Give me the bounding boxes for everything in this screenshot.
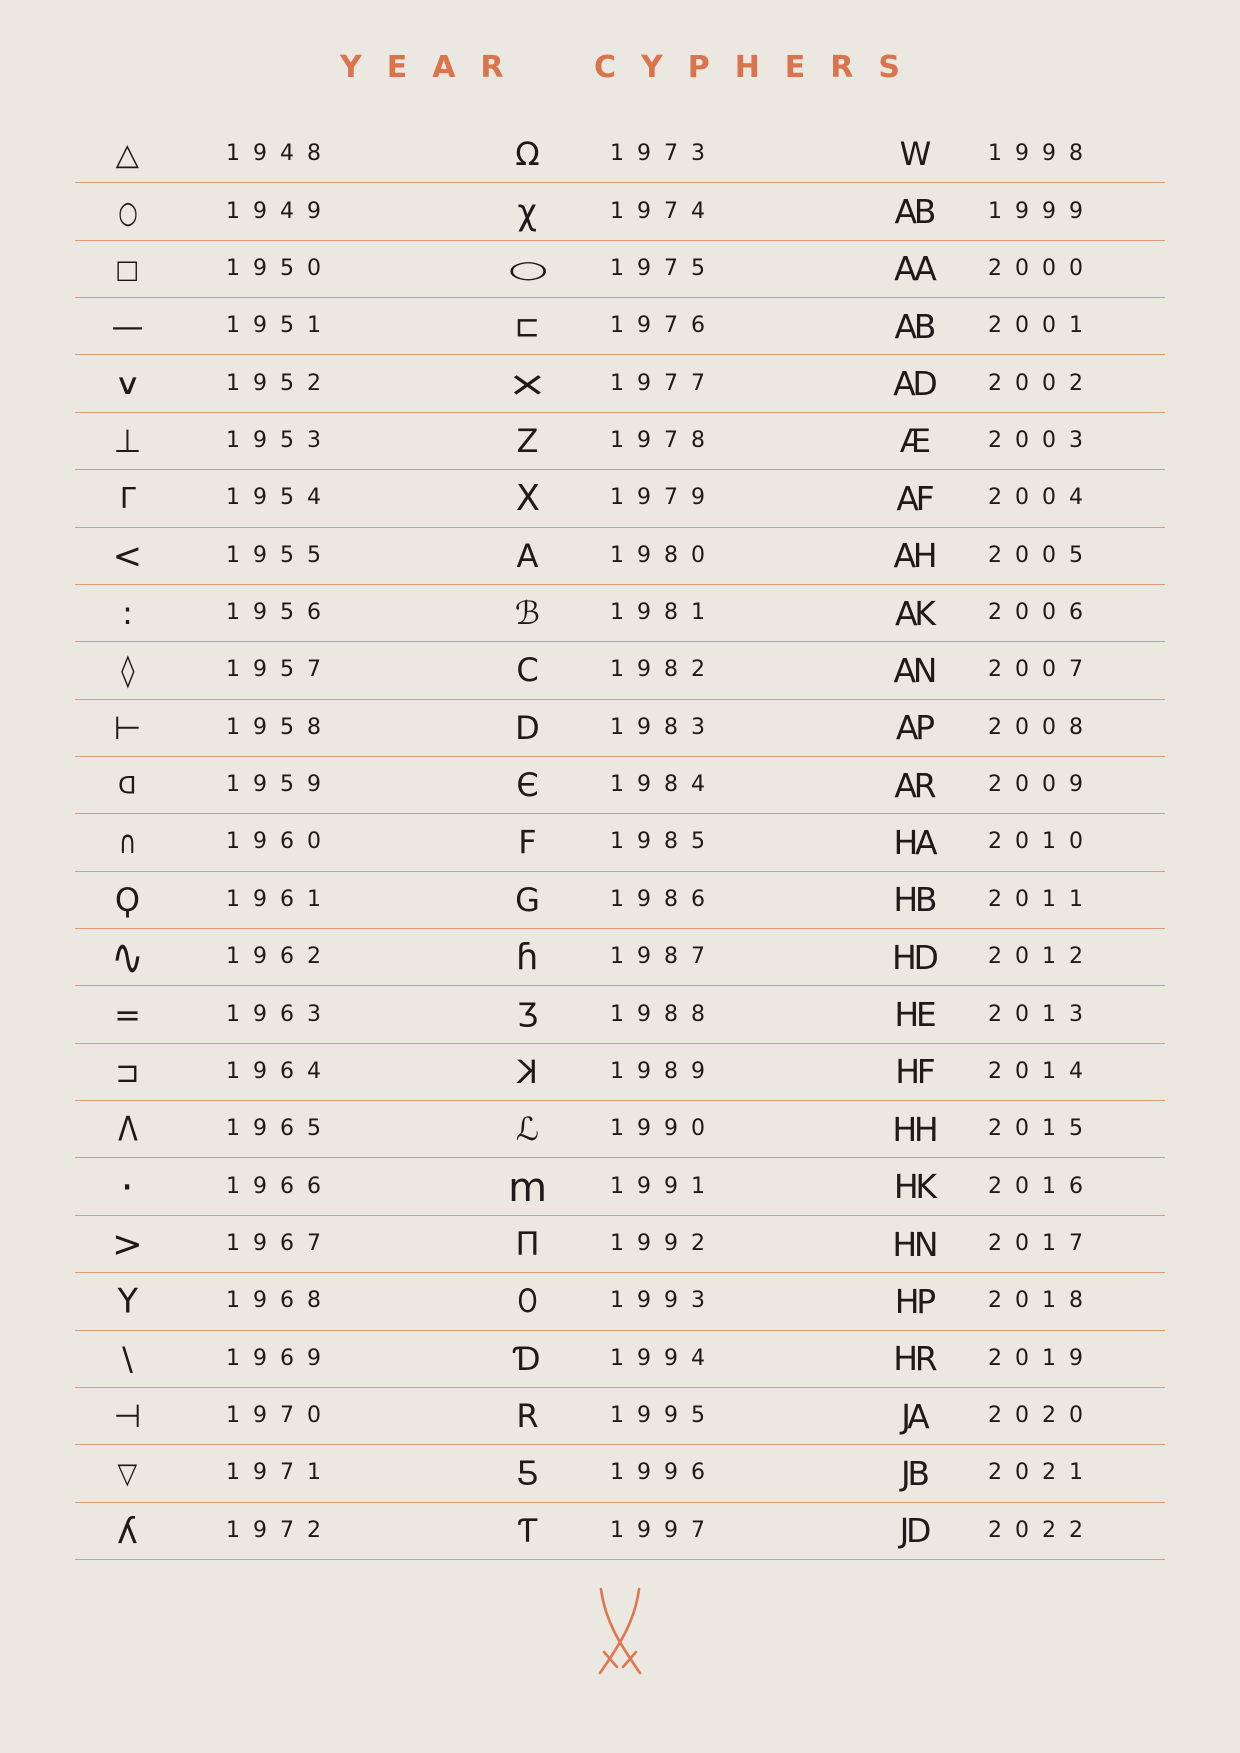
cypher-year-label: 1980: [610, 542, 718, 568]
cypher-year-label: 1996: [610, 1460, 718, 1486]
cypher-1995-letter-r-icon: R: [516, 1397, 539, 1436]
cypher-1961-circle-with-stem-icon: Ϙ: [114, 880, 141, 919]
cypher-2003-monogram-ae-icon: Æ: [899, 421, 932, 460]
table-row: [75, 1273, 1165, 1330]
cypher-1953-perpendicular-icon: ⊥: [113, 421, 142, 460]
cypher-year-label: 1962: [226, 944, 334, 970]
cypher-year-label: 1956: [226, 600, 334, 626]
cypher-year-label: 1963: [226, 1001, 334, 1027]
cypher-2022-monogram-jd-icon: JD: [899, 1511, 929, 1551]
table-row: [75, 1331, 1165, 1388]
cypher-year-label: 1975: [610, 255, 718, 281]
cypher-1988-letter-j-ezh-icon: Ʒ: [516, 995, 539, 1034]
cypher-year-label: 1969: [226, 1345, 334, 1371]
table-row: [75, 814, 1165, 871]
cypher-year-label: 1986: [610, 886, 718, 912]
cypher-1956-colon-dots-icon: :: [122, 594, 133, 633]
cypher-1974-curved-x-chi-icon: χ: [517, 190, 538, 233]
cypher-year-label: 2013: [988, 1001, 1096, 1027]
cypher-1990-letter-l-script-icon: ℒ: [515, 1110, 540, 1149]
cypher-year-label: 1999: [988, 198, 1096, 224]
table-row: [75, 355, 1165, 412]
cypher-1950-small-square-icon: □: [115, 253, 140, 285]
cypher-year-label: 2015: [988, 1116, 1096, 1142]
cypher-1966-dot-icon: ·: [120, 1161, 135, 1212]
cypher-year-label: 2020: [988, 1403, 1096, 1429]
cypher-year-label: 1974: [610, 198, 718, 224]
cypher-2014-monogram-hf-icon: HF: [895, 1052, 933, 1092]
table-row: [75, 986, 1165, 1043]
cypher-year-label: 1951: [226, 313, 334, 339]
cypher-year-label: 2018: [988, 1288, 1096, 1314]
table-row: [75, 1388, 1165, 1445]
table-row: [75, 926, 1165, 988]
table-row: [75, 413, 1165, 470]
cypher-1992-letter-n-pi-icon: Π: [515, 1225, 540, 1263]
page-title: YEAR CYPHERS: [339, 50, 925, 85]
cypher-1991-letter-m-round-icon: m: [508, 1162, 547, 1211]
crossed-swords-icon: [600, 1589, 640, 1673]
cypher-1997-letter-t-hooked-icon: Ƭ: [517, 1511, 538, 1550]
cypher-year-label: 2011: [988, 886, 1096, 912]
table-row: [75, 1101, 1165, 1158]
table-row: [75, 126, 1165, 183]
cypher-year-label: 1959: [226, 772, 334, 798]
cypher-1967-greater-than-icon: >: [112, 1222, 143, 1266]
cypher-1984-letter-e-curved-icon: Є: [516, 766, 539, 805]
cypher-year-label: 1983: [610, 714, 718, 740]
cypher-year-label: 1994: [610, 1345, 718, 1371]
cypher-1962-zigzag-wave-icon: ∿: [111, 926, 144, 988]
cypher-1951-dash-icon: —: [111, 307, 144, 346]
cypher-year-label: 2004: [988, 485, 1096, 511]
cypher-year-label: 1981: [610, 600, 718, 626]
cypher-1964-bracket-open-left-icon: ⊐: [115, 1054, 140, 1090]
cypher-1994-letter-p-bowl-icon: Ɗ: [514, 1339, 541, 1378]
cypher-1989-letter-k-mirrored-icon: K: [517, 1052, 538, 1091]
cypher-1986-letter-g-icon: G: [515, 880, 540, 919]
cypher-year-label: 2016: [988, 1173, 1096, 1199]
cypher-year-label: 2012: [988, 944, 1096, 970]
cypher-2005-monogram-ah-icon: AH: [893, 536, 935, 576]
cypher-year-label: 1979: [610, 485, 718, 511]
cypher-1978-letter-z-icon: Z: [516, 421, 539, 460]
table-row: [75, 1158, 1165, 1215]
cypher-1969-backslash-stroke-icon: \: [122, 1339, 133, 1378]
cypher-year-label: 1955: [226, 542, 334, 568]
cypher-year-label: 1960: [226, 829, 334, 855]
cypher-year-label: 1957: [226, 657, 334, 683]
cypher-1979-letter-x-icon: X: [515, 477, 540, 520]
cypher-2002-monogram-ad-icon: AD: [893, 364, 935, 404]
cypher-year-label: 1973: [610, 141, 718, 167]
cypher-1973-omega-icon: Ω: [515, 135, 540, 174]
table-row: [75, 757, 1165, 814]
cypher-1980-letter-a-icon: A: [516, 536, 539, 575]
cypher-1977-wide-cross-icon: ×: [507, 363, 548, 404]
cypher-1952-chevron-down-icon: ∨: [114, 366, 141, 401]
cypher-year-label: 1982: [610, 657, 718, 683]
cypher-2007-monogram-an-icon: AN: [893, 650, 935, 690]
cypher-1957-lozenge-icon: ◊: [120, 651, 135, 690]
cypher-year-label: 1966: [226, 1173, 334, 1199]
cypher-table: [75, 126, 1165, 1560]
cypher-year-label: 2005: [988, 542, 1096, 568]
cypher-year-label: 2019: [988, 1345, 1096, 1371]
cypher-year-label: 2022: [988, 1517, 1096, 1543]
cypher-year-label: 1992: [610, 1231, 718, 1256]
cypher-2013-monogram-he-icon: HE: [894, 995, 934, 1035]
cypher-2001-monogram-ab-ligature-icon: AB: [894, 306, 934, 346]
cypher-1983-letter-d-icon: D: [515, 708, 540, 747]
table-row: [75, 241, 1165, 298]
cypher-2021-monogram-jb-icon: JB: [900, 1453, 927, 1493]
cypher-year-label: 2006: [988, 600, 1096, 626]
cypher-2018-monogram-hp-icon: HP: [894, 1281, 933, 1321]
cypher-year-label: 1997: [610, 1517, 718, 1543]
cypher-1981-letter-b-script-icon: ℬ: [514, 594, 541, 633]
cypher-year-label: 2014: [988, 1058, 1096, 1084]
cypher-1982-letter-c-icon: C: [516, 651, 539, 690]
cypher-year-label: 2000: [988, 255, 1096, 281]
cypher-2020-monogram-ja-icon: JA: [901, 1396, 927, 1436]
cypher-year-label: 1965: [226, 1116, 334, 1142]
cypher-1985-letter-f-icon: F: [518, 823, 537, 862]
table-row: [75, 298, 1165, 355]
cypher-2012-monogram-hd-icon: HD: [892, 937, 936, 977]
cypher-1975-wide-oval-icon: ○: [507, 254, 548, 284]
table-row: [75, 1503, 1165, 1560]
cypher-year-label: 1968: [226, 1288, 334, 1314]
cypher-1970-left-tack-icon: ⊣: [113, 1397, 142, 1436]
cypher-year-label: 1952: [226, 370, 334, 396]
table-row: [75, 1044, 1165, 1101]
cypher-year-label: 1988: [610, 1001, 718, 1027]
table-row: [75, 700, 1165, 757]
crossed-swords-logo: [588, 1586, 652, 1682]
cypher-1976-open-square-bracket-icon: ⊏: [514, 308, 541, 345]
cypher-1960-arch-icon: ∩: [118, 823, 137, 862]
cypher-1959-reversed-d-icon: D: [118, 770, 137, 800]
table-row: [75, 1445, 1165, 1502]
cypher-1958-right-tack-icon: ⊢: [113, 708, 142, 747]
cypher-year-label: 1967: [226, 1231, 334, 1256]
cypher-year-label: 2009: [988, 772, 1096, 798]
cypher-1998-letter-w-icon: W: [899, 135, 932, 174]
cypher-1955-less-than-icon: <: [112, 534, 143, 577]
cypher-year-label: 1989: [610, 1058, 718, 1084]
cypher-year-label: 1954: [226, 485, 334, 511]
cypher-1971-teardrop-down-icon: ▽: [117, 1456, 138, 1491]
cypher-year-label: 1977: [610, 370, 718, 396]
cypher-1999-monogram-ab-icon: AB: [894, 192, 934, 232]
table-row: [75, 470, 1165, 527]
cypher-year-label: 1953: [226, 427, 334, 453]
table-row: [75, 642, 1165, 699]
cypher-year-label: 1978: [610, 427, 718, 453]
cypher-year-label: 2003: [988, 427, 1096, 453]
cypher-2000-monogram-aa-icon: AA: [894, 249, 934, 289]
cypher-year-label: 1991: [610, 1173, 718, 1199]
cypher-year-label: 1987: [610, 944, 718, 970]
cypher-year-label: 1993: [610, 1288, 718, 1314]
cypher-1949-narrow-oval-icon: ○: [117, 193, 138, 230]
cypher-1965-peak-lambda-icon: Λ: [117, 1109, 138, 1150]
cypher-year-label: 1970: [226, 1403, 334, 1429]
cypher-1948-triangle-icon: △: [115, 136, 140, 173]
cypher-year-label: 2001: [988, 313, 1096, 339]
cypher-2019-monogram-hr-icon: HR: [893, 1339, 935, 1379]
cypher-2010-monogram-ha-icon: HA: [893, 822, 935, 862]
table-row: [75, 872, 1165, 929]
cypher-year-label: 1990: [610, 1116, 718, 1142]
cypher-2017-monogram-hn-icon: HN: [892, 1224, 936, 1264]
cypher-year-label: 1976: [610, 313, 718, 339]
cypher-year-label: 1971: [226, 1460, 334, 1486]
cypher-year-label: 2008: [988, 714, 1096, 740]
cypher-2008-monogram-ap-icon: AP: [895, 708, 932, 748]
cypher-2016-monogram-hk-icon: HK: [893, 1167, 934, 1207]
cypher-year-label: 1972: [226, 1517, 334, 1543]
cypher-year-label: 2021: [988, 1460, 1096, 1486]
table-row: [75, 1216, 1165, 1273]
table-row: [75, 183, 1165, 240]
cypher-year-label: 1949: [226, 198, 334, 224]
cypher-year-label: 2017: [988, 1231, 1096, 1256]
cypher-year-label: 1984: [610, 772, 718, 798]
cypher-1987-letter-h-hooked-icon: ɦ: [516, 936, 539, 979]
cypher-1963-double-dash-icon: =: [114, 995, 141, 1034]
cypher-2004-monogram-af-icon: AF: [896, 478, 932, 518]
cypher-year-label: 1995: [610, 1403, 718, 1429]
cypher-1968-letter-y-fork-icon: Y: [117, 1281, 138, 1322]
cypher-year-label: 2002: [988, 370, 1096, 396]
cypher-year-label: 1961: [226, 886, 334, 912]
cypher-year-label: 2010: [988, 829, 1096, 855]
cypher-year-label: 1958: [226, 714, 334, 740]
cypher-2009-monogram-ar-icon: AR: [894, 765, 934, 805]
cypher-year-label: 1985: [610, 829, 718, 855]
cypher-2015-monogram-hh-icon: HH: [892, 1109, 936, 1149]
cypher-year-label: 1948: [226, 141, 334, 167]
cypher-year-label: 2007: [988, 657, 1096, 683]
cypher-1993-narrow-o-icon: O: [517, 1282, 538, 1321]
cypher-year-label: 1950: [226, 255, 334, 281]
cypher-year-label: 1964: [226, 1058, 334, 1084]
cypher-1996-letter-s-five-icon: Ƽ: [516, 1454, 539, 1493]
cypher-1972-turned-y-fork-icon: ʎ: [117, 1509, 138, 1552]
table-row: [75, 585, 1165, 642]
cypher-2011-monogram-hb-icon: HB: [893, 880, 935, 920]
cypher-2006-monogram-ak-icon: AK: [895, 593, 933, 633]
table-row: [75, 528, 1165, 585]
cypher-year-label: 1998: [988, 141, 1096, 167]
cypher-1954-corner-gamma-icon: Γ: [119, 481, 136, 516]
